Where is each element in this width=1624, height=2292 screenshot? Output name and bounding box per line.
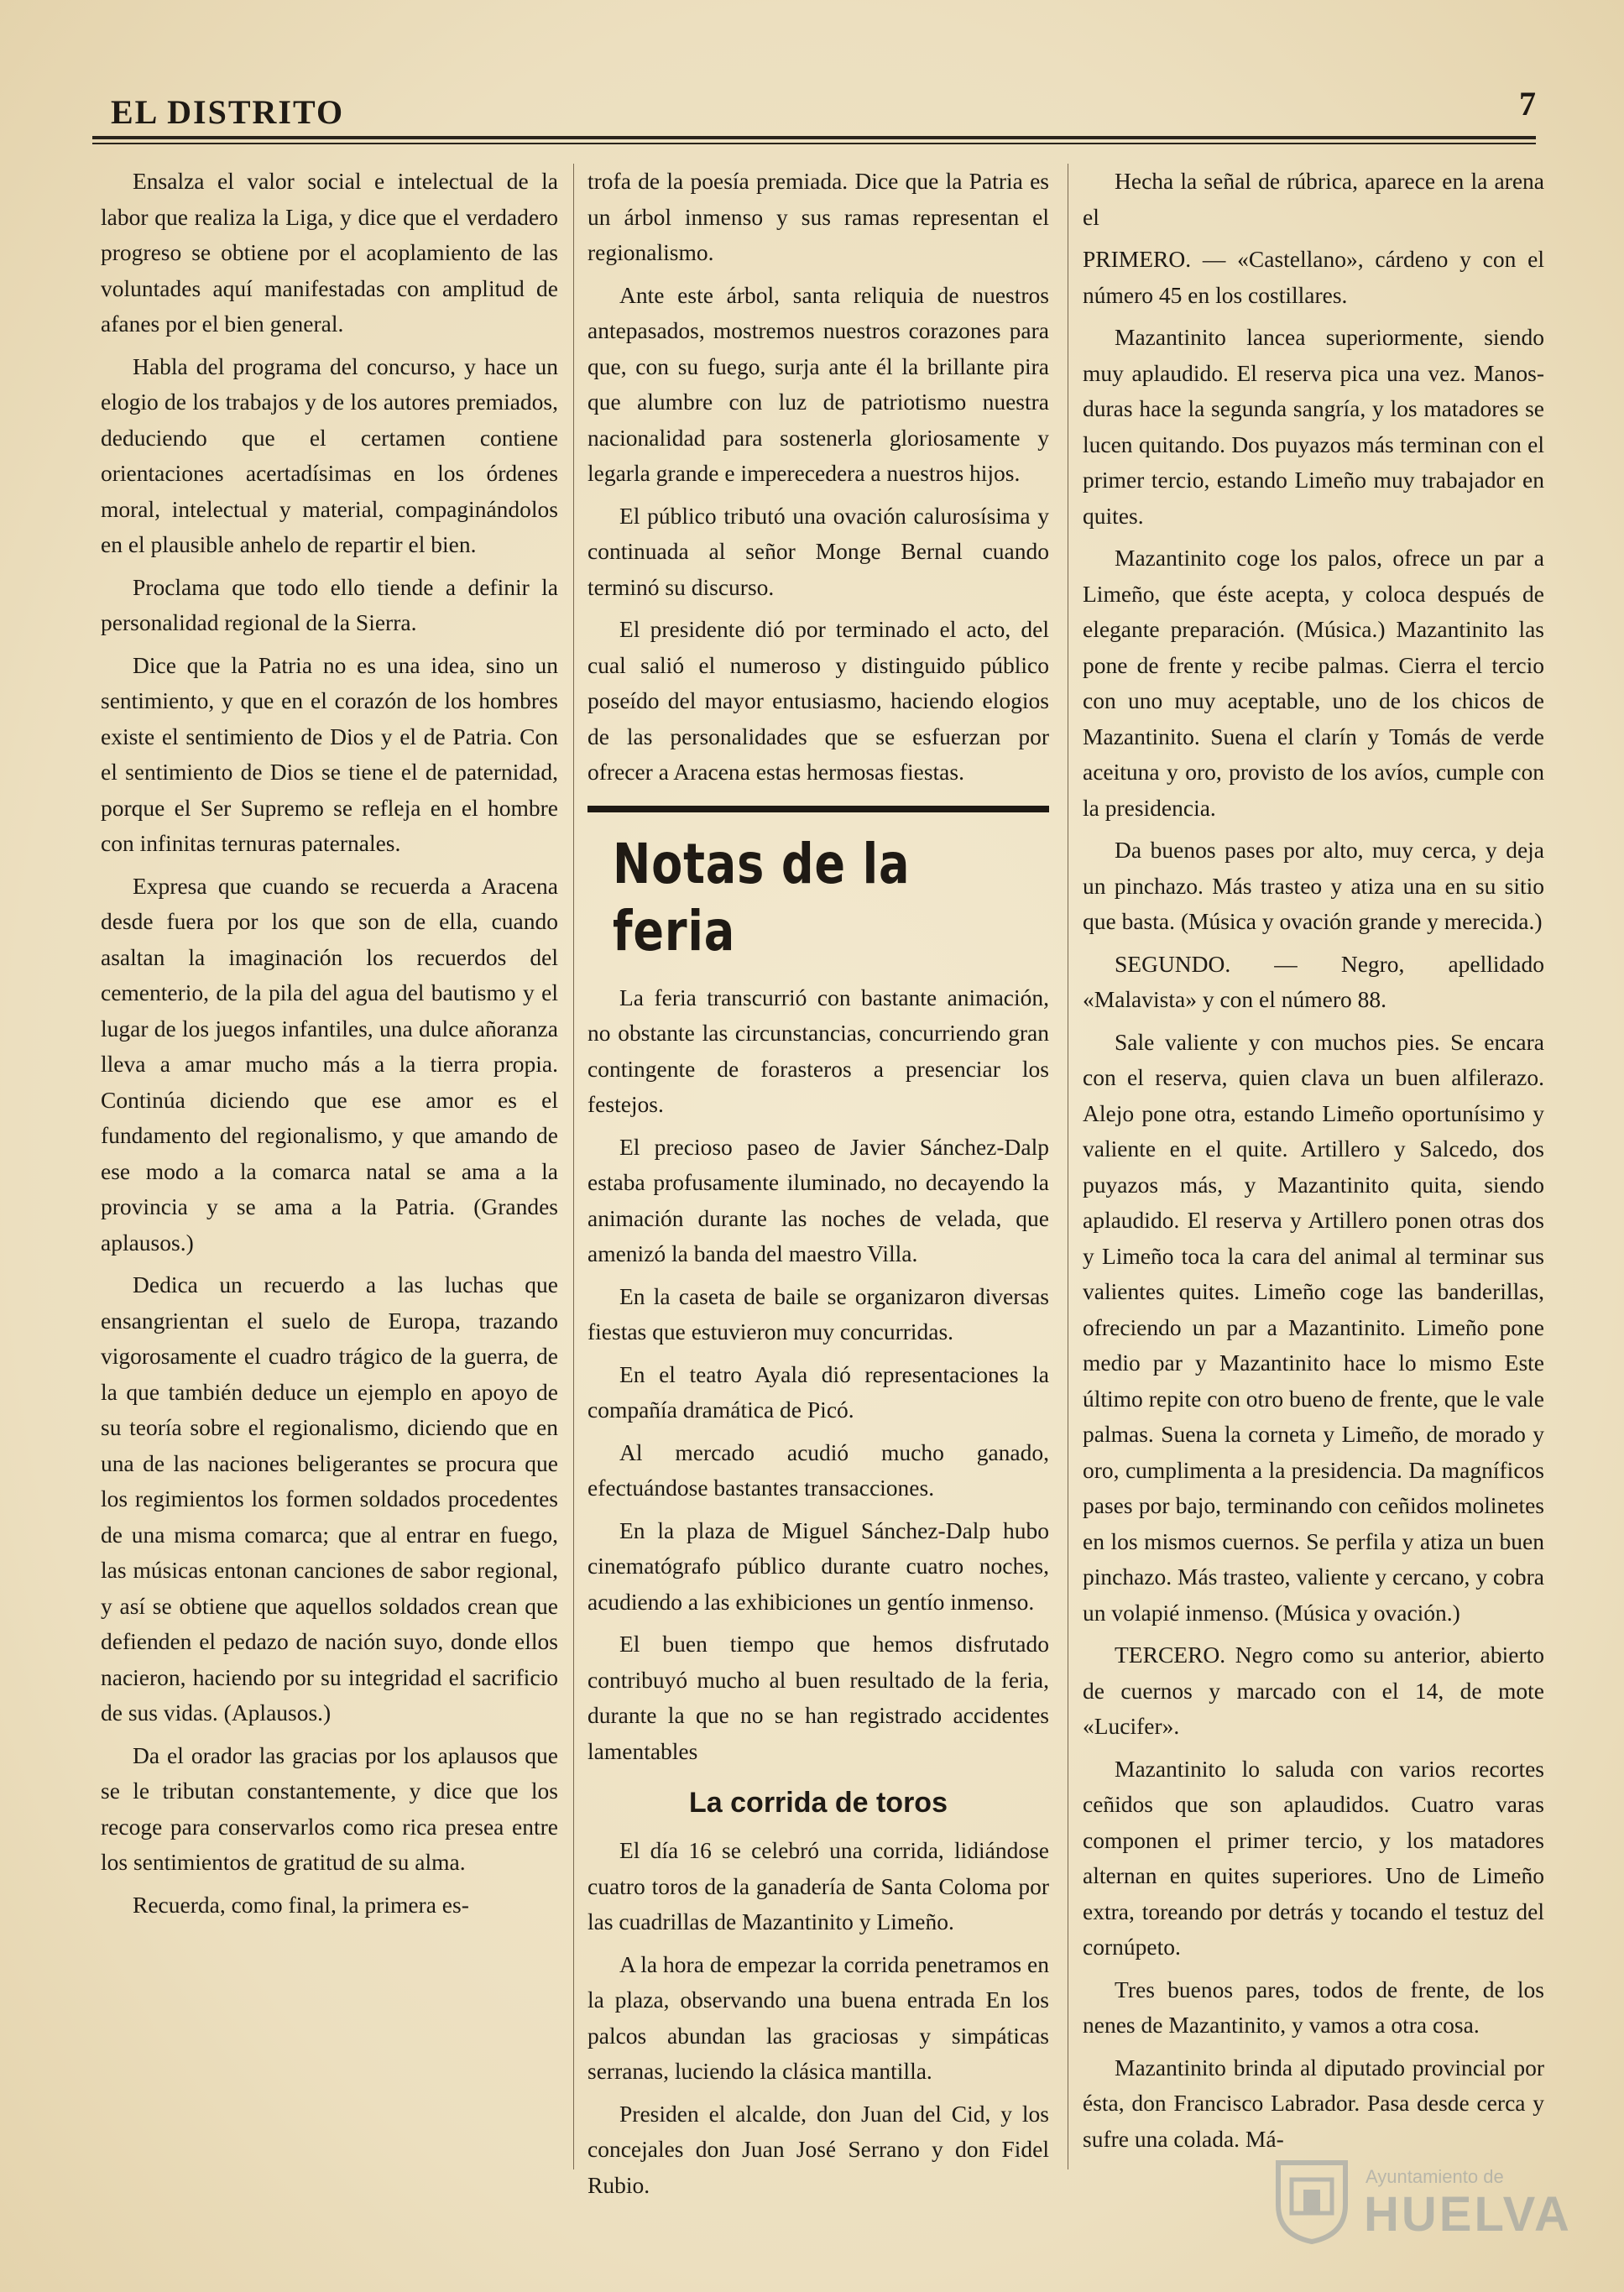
paragraph: Mazantinito lancea superiormente, siendo muy aplaudido. El reserva pica una vez. Manos-duras hace la segunda sangría, y los matadores se lucen quitando. Dos puyazos más terminan con el primer tercio, estando Limeño muy trabajador en quites. [1083,324,1544,529]
paragraph: En la caseta de baile se organizaron diversas fiestas que estuvieron muy concurridas. [587,1282,1049,1344]
paragraph: trofa de la poesía premiada. Dice que la Patria es un árbol inmenso y sus ramas representan el regionalismo. [587,168,1049,265]
paragraph: TERCERO. Negro como su anterior, abierto de cuernos y marcado con el 14, de mote «Lucifer». [1083,1642,1544,1739]
paragraph: Ante este árbol, santa reliquia de nuestros antepasados, mostremos nuestros corazones para que, con su fuego, surja ante él la brillante pira que alumbre con luz de patriotismo nuestra nacionalidad para sostenerla gloriosamente y legarla grande e imperecedera a nuestros hijos. [587,281,1049,486]
paragraph: SEGUNDO. — Negro, apellidado «Malavista» y con el número 88. [1083,950,1544,1012]
section-title-feria: Notas de la feria [613,831,911,963]
masthead-rule [92,136,1536,139]
paragraph: PRIMERO. — «Castellano», cárdeno y con el número 45 en los costillares. [1083,246,1544,308]
paragraph: Dice que la Patria no es una idea, sino un sentimiento, y que en el corazón de los hombres existe el sentimiento de Dios y el de Patria. Con el sentimiento de Dios se tiene el de paternidad, porque el Ser Supremo se refleja en el hombre con infinitas ternuras paternales. [101,651,558,856]
coat-of-arms-icon [1272,2154,1352,2245]
paragraph: Da el orador las gracias por los aplausos que se le tributan constantemente, y dice que los recoge para conservarlos como rica presea entre los sentimientos de gratitud de su alma. [101,1741,558,1875]
paragraph: Al mercado acudió mucho ganado, efectuándose bastantes transacciones. [587,1438,1049,1501]
section-rule [587,806,1049,812]
column-divider [573,164,574,2169]
subheading-corrida: La corrida de toros [689,1787,948,1819]
column-1 [101,164,558,2178]
paragraph: El día 16 se celebró una corrida, lidiándose cuatro toros de la ganadería de Santa Coloma por las cuadrillas de Mazantinito y Limeño. [587,1837,1049,1934]
paragraph: El buen tiempo que hemos disfrutado contribuyó mucho al buen resultado de la feria, durante la que no se han registrado accidentes lamentables [587,1631,1049,1764]
masthead-rule-thin [92,143,1536,144]
paragraph: Mazantinito lo saluda con varios recortes ceñidos que son aplaudidos. Cuatro varas componen el primer tercio, y los matadores alternan en quites superiores. Uno de Limeño extra, toreando por detrás y tocando el testuz del cornúpeto. [1083,1755,1544,1960]
paragraph: El presidente dió por terminado el acto, del cual salió el numeroso y distinguido público poseído del mayor entusiasmo, haciendo elogios de las personalidades que se esfuerzan por ofrecer a Aracena estas hermosas fiestas. [587,616,1049,785]
masthead [92,74,1536,151]
paragraph: Sale valiente y con muchos pies. Se encara con el reserva, quien clava un buen alfilerazo. Alejo pone otra, estando Limeño oportunísimo y valiente en el quite. Artillero y Salcedo, dos puyazos más, y Mazantinito quita, siendo aplaudido. El reserva y Artillero ponen otras dos y Limeño toca la cara del animal al terminar sus valientes quites. Limeño coge las banderillas, ofreciendo un par a Mazantinito. Limeño pone medio par y Mazantinito hace lo mismo Este último repite con otro bueno de frente, que le vale palmas. Suena la corneta y Limeño, de morado y oro, cumplimenta a la presidencia. Da magníficos pases por bajo, terminando con ceñidos molinetes en los mismos cuernos. Se perfila y atiza un buen pinchazo. Más trasteo, valiente y cercano, y cobra un volapié inmenso. (Música y ovación.) [1083,1028,1544,1626]
paragraph: El precioso paseo de Javier Sánchez-Dalp estaba profusamente iluminado, no decayendo la animación durante las noches de velada, que amenizó la banda del maestro Villa. [587,1133,1049,1266]
paragraph: Da buenos pases por alto, muy cerca, y deja un pinchazo. Más trasteo y atiza una en su sitio que basta. (Música y ovación grande y merecida.) [1083,837,1544,934]
paragraph: La feria transcurrió con bastante animación, no obstante las circunstancias, concurriendo gran contingente de forasteros a presenciar los festejos. [587,984,1049,1117]
paragraph: Presiden el alcalde, don Juan del Cid, y los concejales don Juan José Serrano y don Fidel Rubio. [587,2100,1049,2198]
column-2 [587,164,1049,2198]
paragraph: Hecha la señal de rúbrica, aparece en la arena el [1083,168,1544,230]
paragraph: Expresa que cuando se recuerda a Aracena desde fuera por los que son de ella, cuando asaltan la imaginación los recuerdos del cementerio, de la pila del agua del bautismo y el lugar de los juegos infantiles, una dulce añoranza lleva a amar mucho más a la tierra propia. Continúa diciendo que ese amor es el fundamento del regionalismo, y que amando de ese modo a la comarca natal se ama a la provincia y se ama a la Patria. (Grandes aplausos.) [101,872,558,1256]
paragraph: Tres buenos pares, todos de frente, de los nenes de Mazantinito, y vamos a otra cosa. [1083,1976,1544,2038]
paragraph: El público tributó una ovación calurosísima y continuada al señor Monge Bernal cuando terminó su discurso. [587,502,1049,600]
watermark-line2: HUELVA [1364,2187,1572,2242]
paragraph: Ensalza el valor social e intelectual de la labor que realiza la Liga, y dice que el verdadero progreso se obtiene por el acoplamiento de las voluntades aquí manifestadas con amplitud de afanes por el bien general. [101,168,558,337]
paragraph: Recuerda, como final, la primera es- [133,1891,469,1918]
page-number: 7 [1519,85,1536,123]
column-3 [1083,164,1544,2178]
paragraph: Mazantinito brinda al diputado provincial por ésta, don Francisco Labrador. Pasa desde cerca y sufre una colada. Má- [1083,2054,1544,2152]
paragraph: Mazantinito coge los palos, ofrece un par a Limeño, que éste acepta, y coloca después de elegante preparación. (Música.) Mazantinito las pone de frente y recibe palmas. Cierra el tercio con uno muy aceptable, uno de los chicos de Mazantinito. Suena el clarín y Tomás de verde aceituna y oro, provisto de los avíos, cumple con la presidencia. [1083,545,1544,821]
paragraph: En el teatro Ayala dió representaciones la compañía dramática de Picó. [587,1360,1049,1423]
watermark-line1: Ayuntamiento de [1366,2166,1504,2187]
paragraph: A la hora de empezar la corrida penetramos en la plaza, observando una buena entrada En los palcos abundan las graciosas y simpáticas serranas, luciendo la clásica mantilla. [587,1950,1049,2084]
paragraph: Dedica un recuerdo a las luchas que ensangrientan el suelo de Europa, trazando vigorosamente el cuadro trágico de la guerra, de la que también deduce un ejemplo en apoyo de su teoría sobre el regionalismo, diciendo que en una de las naciones beligerantes se procura que los regimientos los formen soldados procedentes de una misma comarca; que al entrar en fuego, las músicas entonan canciones de sabor regional, y así se obtiene que aquellos soldados crean que defienden el pedazo de nación suyo, donde ellos nacieron, haciendo por su integridad el sacrificio de sus vidas. (Aplausos.) [101,1271,558,1726]
paragraph: Habla del programa del concurso, y hace un elogio de los trabajos y de los autores premiados, deduciendo que el certamen contiene orientaciones acertadísimas en los órdenes moral, intelectual y material, compaginándolos en el plausible anhelo de repartir el bien. [101,352,558,557]
paragraph: En la plaza de Miguel Sánchez-Dalp hubo cinematógrafo público durante cuatro noches, acudiendo a las exhibiciones un gentío inmenso. [587,1517,1049,1615]
paragraph: Proclama que todo ello tiende a definir la personalidad regional de la Sierra. [101,573,558,635]
archive-watermark [1272,2149,1572,2250]
publication-title: EL DISTRITO [111,93,345,131]
